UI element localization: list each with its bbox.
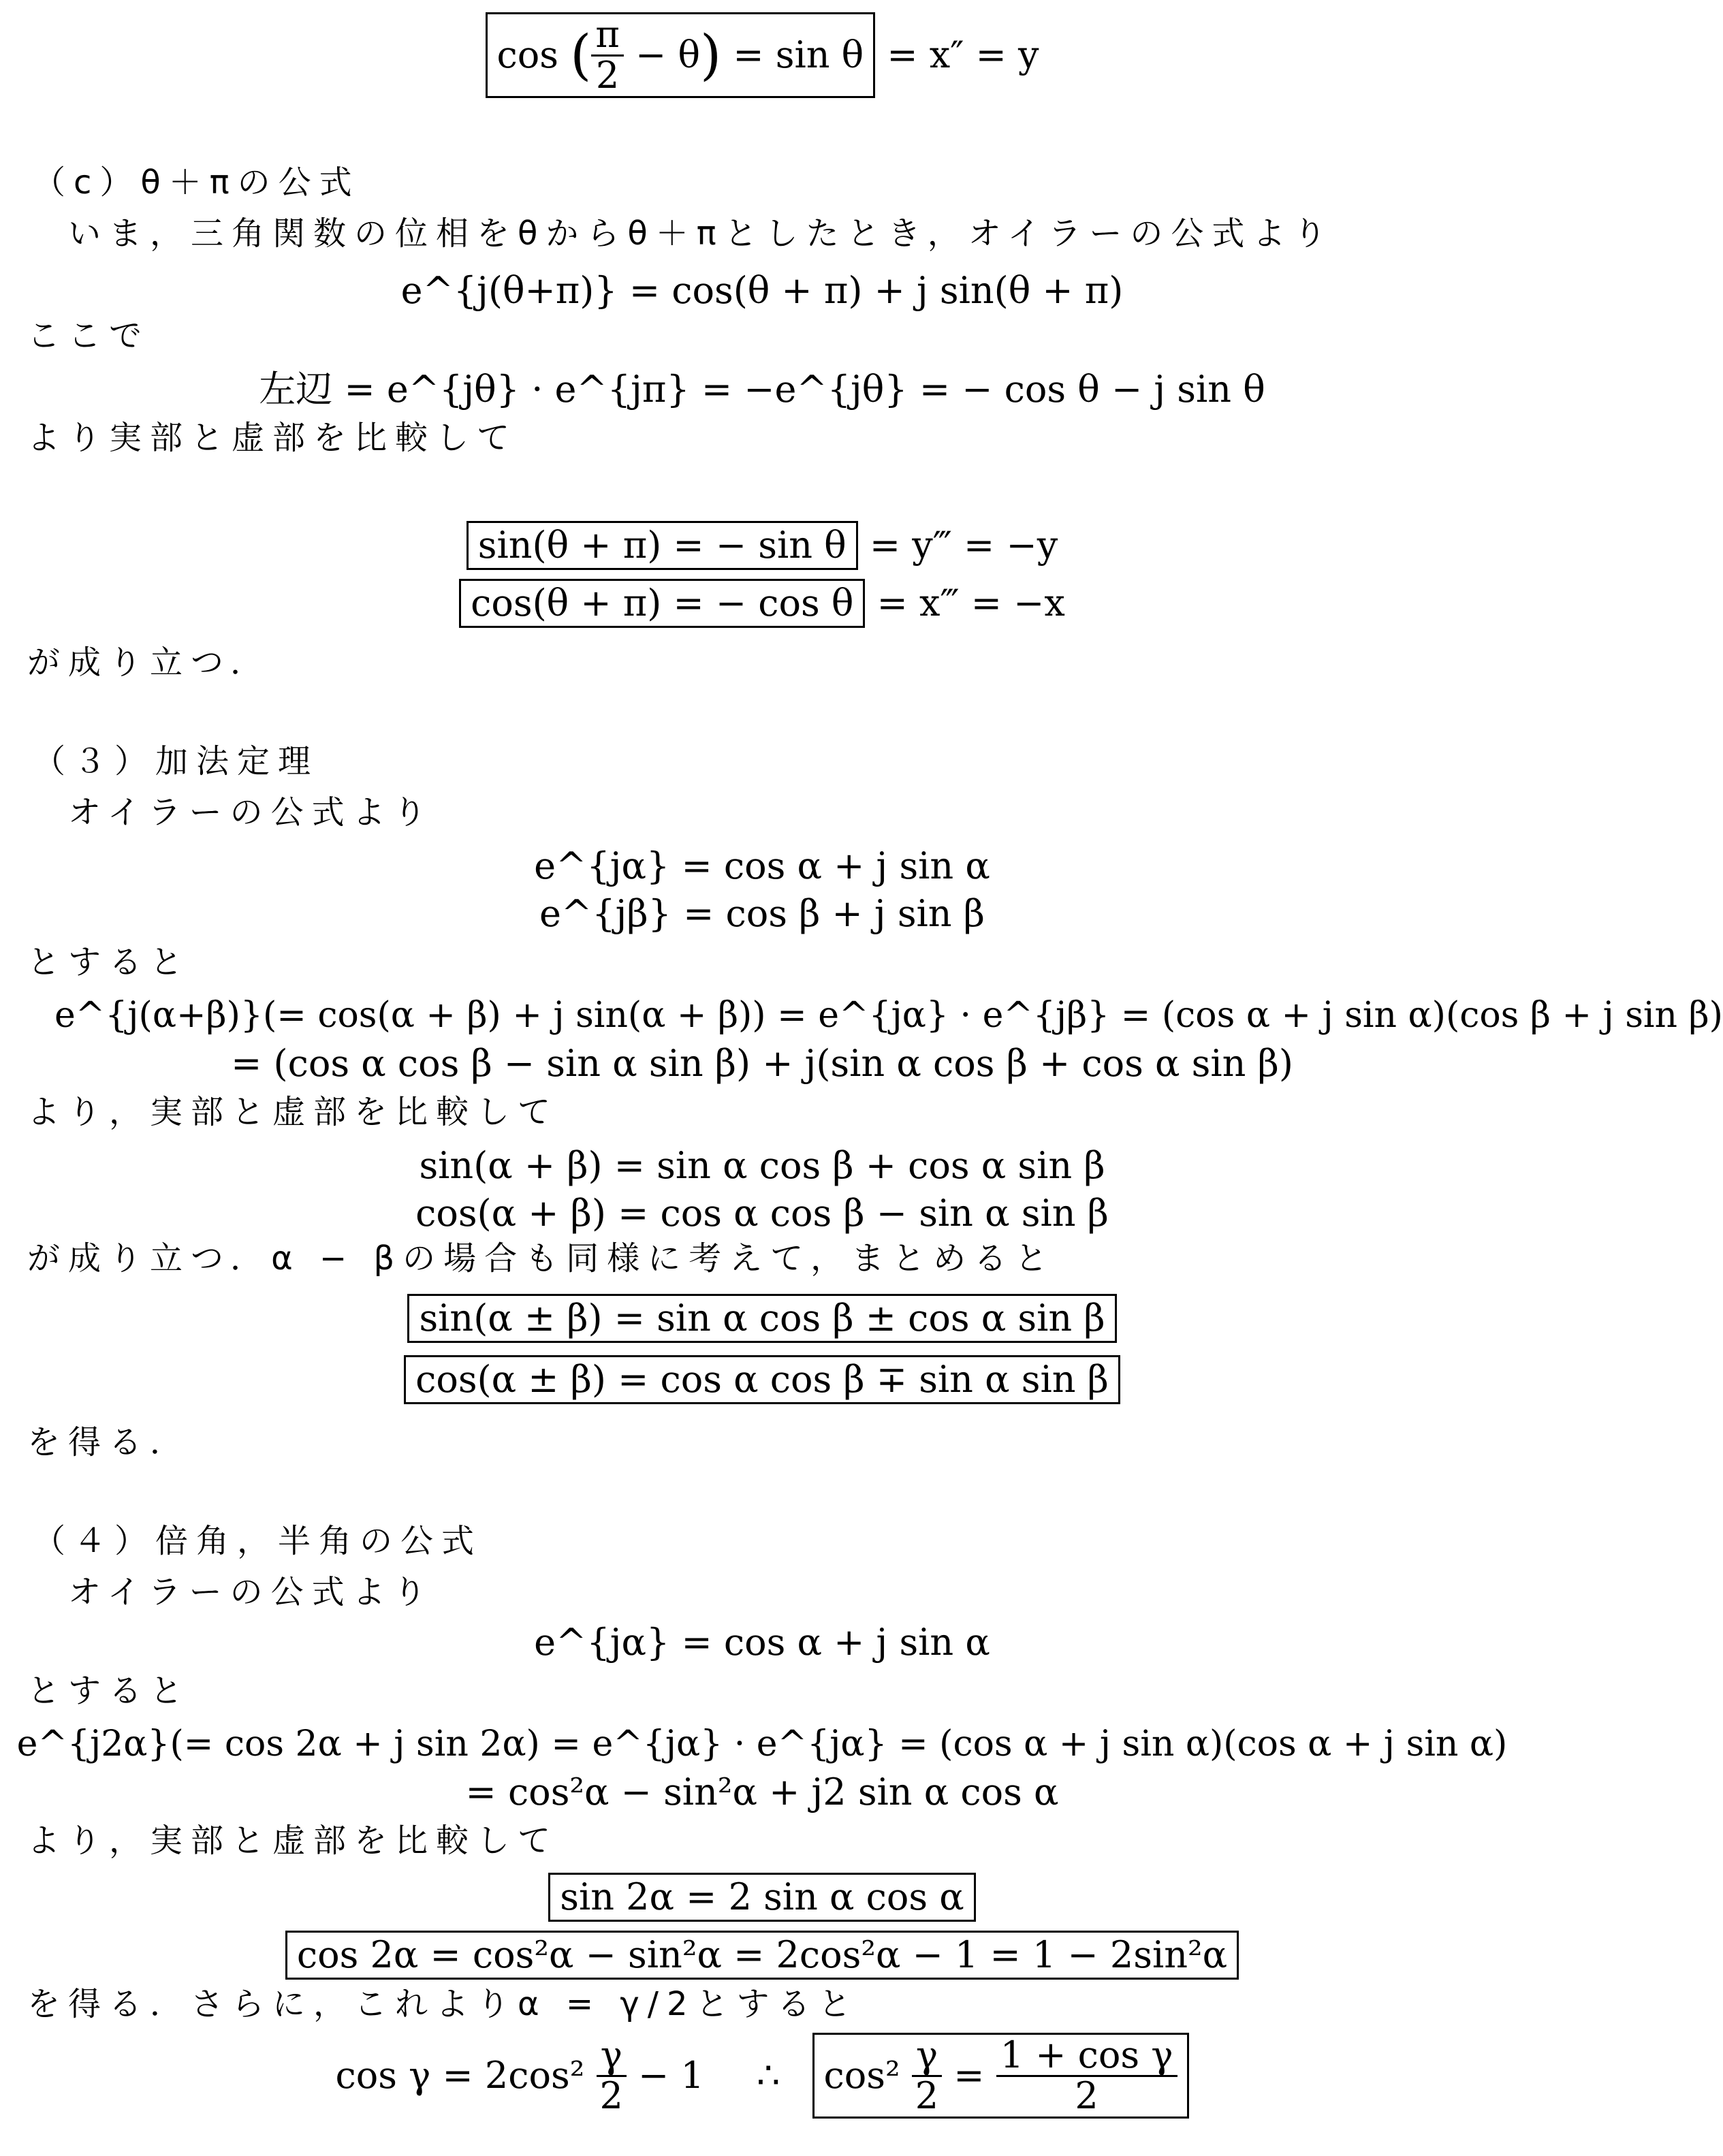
- sin-double-angle-box: sin 2α = 2 sin α cos α: [548, 1873, 976, 1922]
- cos-theta-pi-box: cos(θ + π) = − cos θ: [459, 579, 865, 628]
- top-after: = x″ = y: [887, 33, 1039, 76]
- fraction-denominator: 2: [599, 2074, 623, 2117]
- fraction-numerator: 1 + cos γ: [996, 2036, 1177, 2077]
- half-angle-minus-one: − 1: [638, 2053, 704, 2097]
- section-3-eq6: cos(α + β) = cos α cos β − sin α sin β: [415, 1192, 1109, 1235]
- therefore-symbol: ∴: [756, 2053, 780, 2097]
- section-3-heading: （３）加法定理: [33, 742, 319, 780]
- section-4-eq2: e^{j2α}(= cos 2α + j sin 2α) = e^{jα} · e^{jα} = (cos α + j sin α)(cos α + j sin α): [16, 1724, 1508, 1764]
- top-formula-line: [0, 12, 1524, 98]
- section-3-get: を得る．: [27, 1423, 191, 1461]
- box-gamma-over-2-fraction: [912, 2033, 942, 2117]
- section-3-eq2: e^{jβ} = cos β + j sin β: [539, 892, 985, 935]
- gamma-over-2-fraction: [597, 2033, 627, 2117]
- half-angle-line: [0, 2033, 1524, 2119]
- section-c-cos-line: [0, 579, 1524, 628]
- one-plus-cos-over-2-fraction: [996, 2033, 1177, 2117]
- section-c-koko: ここで: [27, 317, 151, 355]
- half-angle-box: [812, 2033, 1189, 2119]
- section-c-holds: が成り立つ．: [27, 644, 272, 682]
- section-4-compare: より，実部と虚部を比較して: [27, 1822, 559, 1860]
- section-4-box2-line: [0, 1931, 1524, 1980]
- section-4-intro: オイラーの公式より: [68, 1573, 434, 1611]
- section-4-suruto: とすると: [27, 1672, 191, 1710]
- section-4-heading: （４）倍角，半角の公式: [33, 1522, 483, 1560]
- sin-addition-box: sin(α ± β) = sin α cos β ± cos α sin β: [407, 1294, 1116, 1343]
- fraction-denominator: 2: [915, 2074, 939, 2117]
- sin-theta-pi-box: sin(θ + π) = − sin θ: [467, 521, 858, 570]
- section-c-intro: いま，三角関数の位相をθからθ＋πとしたとき，オイラーの公式より: [68, 215, 1335, 253]
- section-3-eq5: sin(α + β) = sin α cos β + cos α sin β: [419, 1144, 1105, 1187]
- section-c-sin-line: [0, 521, 1524, 570]
- fraction-denominator: 2: [1075, 2074, 1098, 2117]
- fraction-denominator: 2: [595, 53, 620, 97]
- section-3-suruto: とすると: [27, 943, 191, 981]
- section-c-compare: より実部と虚部を比較して: [27, 419, 518, 457]
- section-3-intro: オイラーの公式より: [68, 793, 434, 831]
- box-cos-squared: cos²: [823, 2054, 900, 2097]
- section-4-eq3: = cos²α − sin²α + j2 sin α cos α: [465, 1771, 1059, 1813]
- cos-addition-box: cos(α ± β) = cos α cos β ∓ sin α sin β: [404, 1355, 1120, 1404]
- section-c-eq1: e^{j(θ+π)} = cos(θ + π) + j sin(θ + π): [400, 269, 1124, 312]
- box-equals: =: [953, 2054, 985, 2097]
- section-4-further: を得る．さらに，これよりα = γ/2とすると: [27, 1985, 859, 2023]
- section-3-eq1: e^{jα} = cos α + j sin α: [534, 844, 990, 887]
- section-3-box1-line: [0, 1294, 1524, 1343]
- fraction-numerator: γ: [912, 2036, 942, 2077]
- top-formula-box: [486, 12, 876, 98]
- section-c-heading: （c）θ＋πの公式: [33, 163, 360, 202]
- section-3-holds: が成り立つ．α − βの場合も同様に考えて，まとめると: [27, 1239, 1056, 1278]
- section-3-eq4: = (cos α cos β − sin α sin β) + j(sin α cos β + cos α sin β): [231, 1042, 1293, 1085]
- close-paren: ): [699, 23, 722, 87]
- cos-after: = x‴ = −x: [876, 582, 1065, 624]
- fraction-numerator: π: [591, 16, 624, 57]
- top-tail: − θ: [635, 33, 700, 77]
- sin-after: = y‴ = −y: [869, 524, 1058, 567]
- top-rhs: = sin θ: [733, 33, 864, 77]
- section-4-eq1: e^{jα} = cos α + j sin α: [534, 1621, 990, 1664]
- cos-double-angle-box: cos 2α = cos²α − sin²α = 2cos²α − 1 = 1 − 2sin²α: [285, 1931, 1239, 1980]
- section-3-eq3: e^{j(α+β)}(= cos(α + β) + j sin(α + β)) = e^{jα} · e^{jβ} = (cos α + j sin α)(cos β + j sin β): [54, 995, 1723, 1036]
- section-c-eq2: 左辺 = e^{jθ} · e^{jπ} = −e^{jθ} = − cos θ − j sin θ: [259, 368, 1265, 411]
- section-3-box2-line: [0, 1355, 1524, 1404]
- top-cos: cos: [496, 33, 558, 77]
- section-3-compare: より，実部と虚部を比較して: [27, 1093, 559, 1131]
- open-paren: (: [570, 23, 592, 87]
- fraction-numerator: γ: [597, 2036, 627, 2077]
- pi-over-2-fraction: [591, 13, 624, 97]
- half-angle-lhs: cos γ = 2cos²: [335, 2053, 585, 2097]
- section-4-box1-line: [0, 1873, 1524, 1922]
